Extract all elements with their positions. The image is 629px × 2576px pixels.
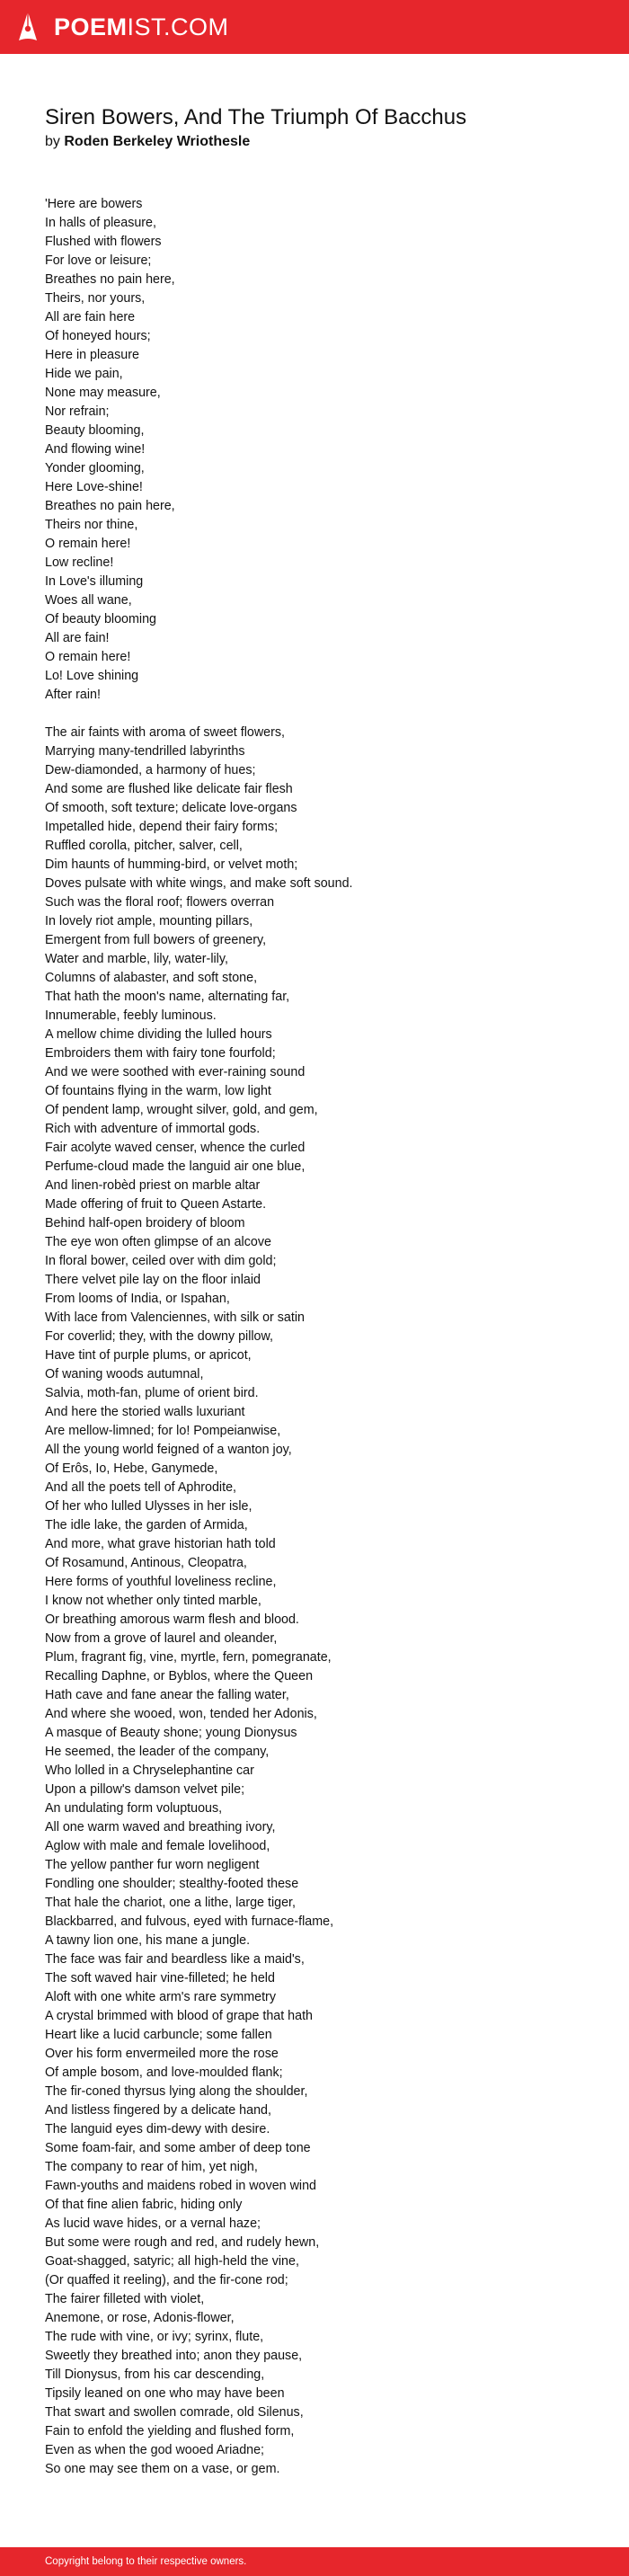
poem-line: In Love's illuming xyxy=(45,574,144,589)
stanza-2 xyxy=(45,724,602,2479)
poem-line: Fair acolyte waved censer, whence the curled xyxy=(45,1141,306,1155)
poem-line: Marrying many-tendrilled labyrinths xyxy=(45,744,245,759)
poem-line: Such was the floral roof; flowers overran xyxy=(45,895,275,910)
poem-line: Fawn-youths and maidens robed in woven wind xyxy=(45,2179,316,2193)
poem-line: Made offering of fruit to Queen Astarte. xyxy=(45,1197,267,1212)
poem-line: Perfume-cloud made the languid air one blue, xyxy=(45,1159,306,1174)
poem-line: Of Erôs, Io, Hebe, Ganymede, xyxy=(45,1461,218,1476)
poem-line: Some foam-fair, and some amber of deep tone xyxy=(45,2141,311,2155)
poem-line: A tawny lion one, his mane a jungle. xyxy=(45,1933,251,1948)
poem-line: Dim haunts of humming-bird, or velvet moth; xyxy=(45,857,298,872)
poem-line: Plum, fragrant fig, vine, myrtle, fern, pomegranate, xyxy=(45,1650,332,1665)
poem-line: All the young world feigned of a wanton joy, xyxy=(45,1443,292,1457)
poem-line: The idle lake, the garden of Armida, xyxy=(45,1518,248,1532)
poem-line: Behind half-open broidery of bloom xyxy=(45,1216,245,1230)
poem-line: All are fain here xyxy=(45,310,136,324)
poem-line: The yellow panther fur worn negligent xyxy=(45,1858,260,1872)
poem-line: The fir-coned thyrsus lying along the shoulder, xyxy=(45,2084,308,2099)
poem-line: There velvet pile lay on the floor inlaid xyxy=(45,1273,261,1287)
poem-line: Recalling Daphne, or Byblos, where the Queen xyxy=(45,1669,314,1683)
poem-line: From looms of India, or Ispahan, xyxy=(45,1292,230,1306)
poem-line: Low recline! xyxy=(45,555,114,570)
poem-line: A masque of Beauty shone; young Dionysus xyxy=(45,1726,297,1740)
poem-line: Hide we pain, xyxy=(45,367,123,381)
poem-title: Siren Bowers, And The Triumph Of Bacchus xyxy=(45,105,467,129)
poem-line: Even as when the god wooed Ariadne; xyxy=(45,2443,265,2457)
poem-line: I know not whether only tinted marble, xyxy=(45,1594,261,1608)
poem-line: Salvia, moth-fan, plume of orient bird. xyxy=(45,1386,259,1400)
poem-line: 'Here are bowers xyxy=(45,197,143,211)
poem-line: Of Rosamund, Antinous, Cleopatra, xyxy=(45,1556,247,1570)
poem-line: Here Love-shine! xyxy=(45,480,143,494)
poem-line: In floral bower, ceiled over with dim gold; xyxy=(45,1254,277,1268)
poem-line: Embroiders them with fairy tone fourfold; xyxy=(45,1046,276,1061)
poem-line: So one may see them on a vase, or gem. xyxy=(45,2462,280,2476)
poem-line: Heart like a lucid carbuncle; some fallen xyxy=(45,2028,272,2042)
poem-line: O remain here! xyxy=(45,537,131,551)
poem-line: Aloft with one white arm's rare symmetry xyxy=(45,1990,276,2004)
poem-line: A crystal brimmed with blood of grape that hath xyxy=(45,2009,314,2023)
poem-line: The rude with vine, or ivy; syrinx, flute, xyxy=(45,2330,264,2344)
poem-line: Sweetly they breathed into; anon they pause, xyxy=(45,2349,303,2363)
author-link[interactable]: Roden Berkeley Wriothesle xyxy=(64,134,251,149)
poem-line: Theirs, nor yours, xyxy=(45,291,146,306)
poem-line: The languid eyes dim-dewy with desire. xyxy=(45,2122,270,2136)
poem-line: A mellow chime dividing the lulled hours xyxy=(45,1027,272,1042)
site-footer xyxy=(0,2547,629,2576)
poem-line: Of honeyed hours; xyxy=(45,329,151,343)
poem-line: And flowing wine! xyxy=(45,442,146,457)
poem-line: Blackbarred, and fulvous, eyed with furnace-flame, xyxy=(45,1914,334,1929)
poem-line: Flushed with flowers xyxy=(45,235,162,249)
poem-line: Hath cave and fane anear the falling water, xyxy=(45,1688,289,1702)
poem-line: Of fountains flying in the warm, low light xyxy=(45,1084,271,1098)
poem-line: And more, what grave historian hath told xyxy=(45,1537,276,1551)
poem-line: That hath the moon's name, alternating far, xyxy=(45,990,290,1004)
poem-line: And linen-robèd priest on marble altar xyxy=(45,1178,261,1193)
pen-nib-icon[interactable] xyxy=(16,11,40,43)
poem-line: Upon a pillow's damson velvet pile; xyxy=(45,1782,245,1797)
poem-line: Rich with adventure of immortal gods. xyxy=(45,1122,261,1136)
poem-line: Lo! Love shining xyxy=(45,669,139,683)
poem-line: He seemed, the leader of the company, xyxy=(45,1745,270,1759)
poem-line: Or breathing amorous warm flesh and blood. xyxy=(45,1612,299,1627)
poem-line: The soft waved hair vine-filleted; he held xyxy=(45,1971,275,1985)
poem-line: But some were rough and red, and rudely hewn, xyxy=(45,2235,320,2250)
poem-line: Doves pulsate with white wings, and make soft sound. xyxy=(45,876,353,891)
poem-line: Here forms of youthful loveliness recline, xyxy=(45,1575,277,1589)
poem-line: Fain to enfold the yielding and flushed form, xyxy=(45,2424,295,2438)
poem-line: Of smooth, soft texture; delicate love-organs xyxy=(45,801,297,815)
poem-line: The company to rear of him, yet nigh, xyxy=(45,2160,258,2174)
poem-line: Here in pleasure xyxy=(45,348,139,362)
poem-line: And where she wooed, won, tended her Adonis, xyxy=(45,1707,317,1721)
poem-line: Ruffled corolla, pitcher, salver, cell, xyxy=(45,839,243,853)
poem-line: Are mellow-limned; for lo! Pompeianwise, xyxy=(45,1424,281,1438)
poem-line: Till Dionysus, from his car descending, xyxy=(45,2367,265,2382)
poem-line: O remain here! xyxy=(45,650,131,664)
by-label: by xyxy=(45,134,60,149)
poem-line: (Or quaffed it reeling), and the fir-cone rod; xyxy=(45,2273,288,2287)
poem-line: None may measure, xyxy=(45,386,161,400)
poem-line: The eye won often glimpse of an alcove xyxy=(45,1235,271,1249)
poem-line: And some are flushed like delicate fair flesh xyxy=(45,782,293,796)
poem-line: Theirs nor thine, xyxy=(45,518,138,532)
poem-line: Of beauty blooming xyxy=(45,612,156,626)
poem-line: For love or leisure; xyxy=(45,253,152,268)
poem-line: Now from a grove of laurel and oleander, xyxy=(45,1631,278,1646)
site-header xyxy=(0,0,629,54)
poem-line: With lace from Valenciennes, with silk or satin xyxy=(45,1310,305,1325)
poem-line: Innumerable, feebly luminous. xyxy=(45,1008,217,1023)
copyright-notice: Copyright belong to their respective owners. xyxy=(45,2556,247,2567)
site-logo[interactable] xyxy=(54,14,229,40)
poem-line: All one warm waved and breathing ivory, xyxy=(45,1820,276,1834)
poem-line: Beauty blooming, xyxy=(45,423,145,438)
poem-line: Breathes no pain here, xyxy=(45,499,175,513)
byline xyxy=(45,133,250,151)
poem-line: Over his form envermeiled more the rose xyxy=(45,2047,279,2061)
poem-line: Fondling one shoulder; stealthy-footed these xyxy=(45,1877,299,1891)
poem-line: And we were soothed with ever-raining sound xyxy=(45,1065,306,1079)
poem-line: In halls of pleasure, xyxy=(45,216,156,230)
poem-line: Impetalled hide, depend their fairy forms; xyxy=(45,820,279,834)
stanza-gap xyxy=(45,705,602,724)
poem-line: The air faints with aroma of sweet flowers, xyxy=(45,725,285,740)
poem-line: The fairer filleted with violet, xyxy=(45,2292,205,2306)
poem-line: Breathes no pain here, xyxy=(45,272,175,287)
poem-line: The face was fair and beardless like a maid's, xyxy=(45,1952,305,1967)
poem-line: Goat-shagged, satyric; all high-held the vine, xyxy=(45,2254,299,2269)
poem-line: Dew-diamonded, a harmony of hues; xyxy=(45,763,256,777)
poem-line: Emergent from full bowers of greenery, xyxy=(45,933,267,947)
stanza-1 xyxy=(45,195,602,705)
poem-line: As lucid wave hides, or a vernal haze; xyxy=(45,2216,261,2231)
poem-line: That hale the chariot, one a lithe, large tiger, xyxy=(45,1896,296,1910)
poem-line: After rain! xyxy=(45,688,101,702)
poem-line: An undulating form voluptuous, xyxy=(45,1801,223,1816)
poem-line: Columns of alabaster, and soft stone, xyxy=(45,971,258,985)
logo-bold: POEM xyxy=(54,13,128,40)
poem-line: Have tint of purple plums, or apricot, xyxy=(45,1348,252,1363)
poem-line: All are fain! xyxy=(45,631,110,645)
poem-line: Nor refrain; xyxy=(45,404,110,419)
poem-line: That swart and swollen comrade, old Silenus, xyxy=(45,2405,304,2420)
poem-line: For coverlid; they, with the downy pillow, xyxy=(45,1329,274,1344)
poem-line: Water and marble, lily, water-lily, xyxy=(45,952,228,966)
poem-line: And here the storied walls luxuriant xyxy=(45,1405,245,1419)
poem-line: Aglow with male and female lovelihood, xyxy=(45,1839,270,1853)
poem-body xyxy=(45,195,602,2479)
poem-line: Yonder glooming, xyxy=(45,461,145,475)
poem-line: And all the poets tell of Aphrodite, xyxy=(45,1480,237,1495)
poem-line: Tipsily leaned on one who may have been xyxy=(45,2386,285,2401)
poem-line: And listless fingered by a delicate hand, xyxy=(45,2103,271,2118)
poem-line: Of waning woods autumnal, xyxy=(45,1367,204,1381)
poem-line: Of pendent lamp, wrought silver, gold, and gem, xyxy=(45,1103,318,1117)
poem-line: Anemone, or rose, Adonis-flower, xyxy=(45,2311,235,2325)
logo-rest: IST.COM xyxy=(127,13,229,40)
poem-line: Of her who lulled Ulysses in her isle, xyxy=(45,1499,252,1514)
poem-line: Of ample bosom, and love-moulded flank; xyxy=(45,2065,283,2080)
poem-line: Who lolled in a Chryselephantine car xyxy=(45,1763,254,1778)
poem-line: Woes all wane, xyxy=(45,593,132,608)
poem-line: In lovely riot ample, mounting pillars, xyxy=(45,914,253,928)
poem-line: Of that fine alien fabric, hiding only xyxy=(45,2198,243,2212)
